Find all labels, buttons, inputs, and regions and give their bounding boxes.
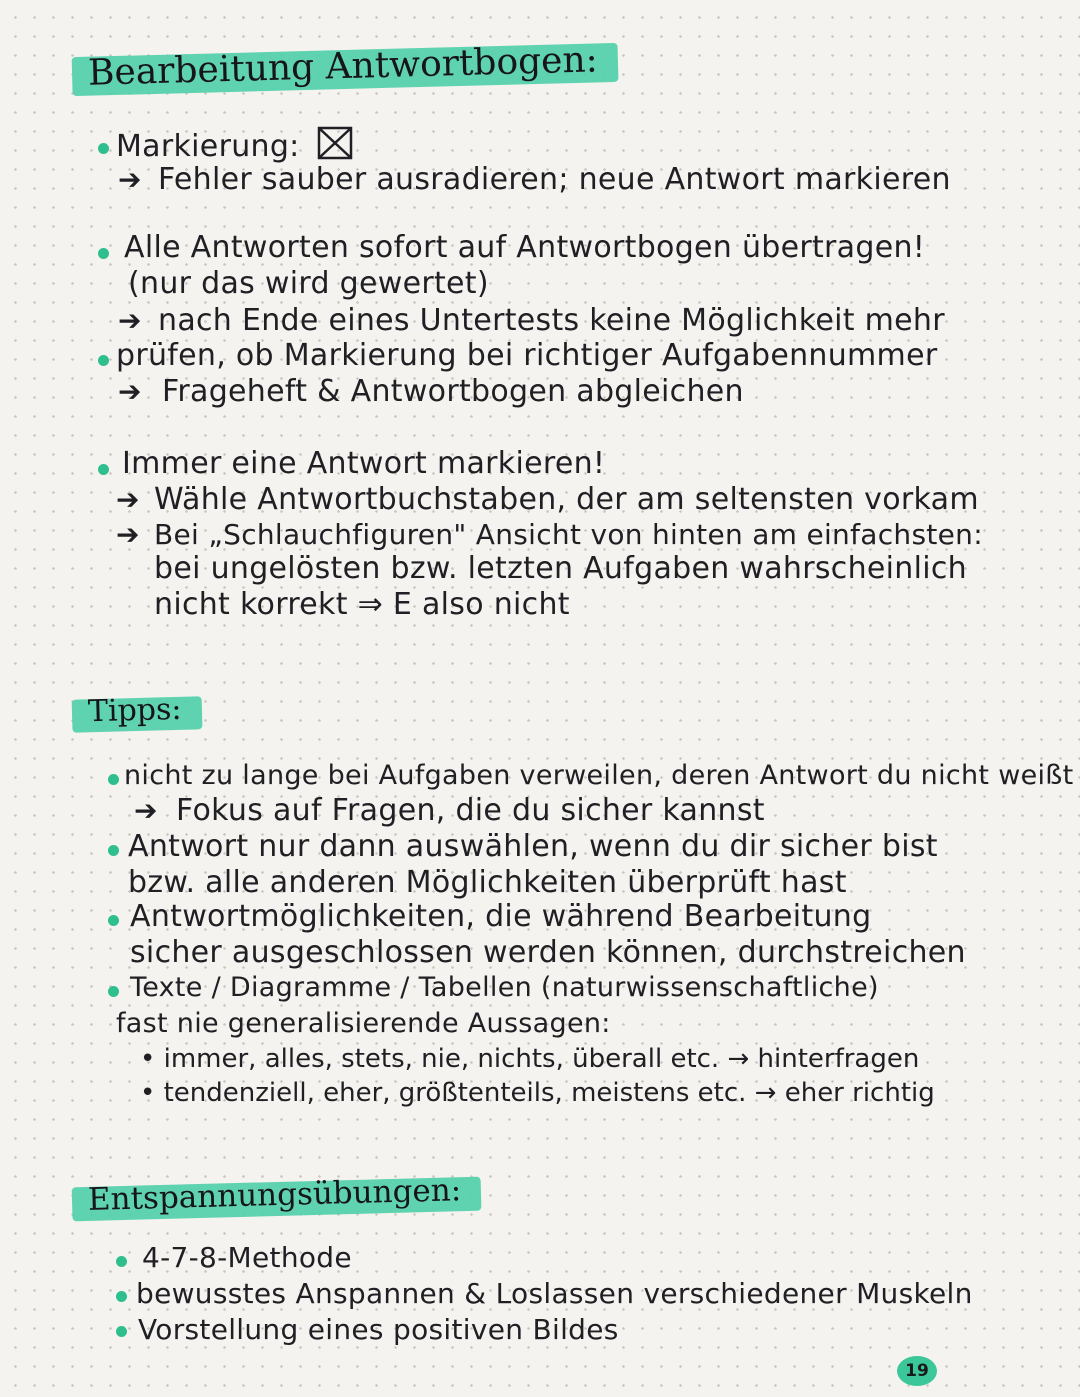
sub-tendenziell: • tendenziell, eher, größtenteils, meistens etc. → eher richtig bbox=[140, 1078, 935, 1108]
section-heading-antwortbogen: Bearbeitung Antwortbogen: bbox=[77, 37, 612, 98]
bullet-anspannen: bewusstes Anspannen & Loslassen verschiedener Muskeln bbox=[136, 1277, 973, 1310]
sub-waehle: Wähle Antwortbuchstaben, der am seltensten vorkam bbox=[154, 482, 979, 517]
bullet-antwortmoeglichkeiten: Antwortmöglichkeiten, die während Bearbeitung bbox=[130, 899, 872, 934]
bullet-antwortmoeglichkeiten-cont: sicher ausgeschlossen werden können, durchstreichen bbox=[130, 935, 966, 970]
bullet-pruefen: prüfen, ob Markierung bei richtiger Aufgabennummer bbox=[116, 338, 938, 373]
section-heading-tipps: Tipps: bbox=[77, 690, 196, 734]
arrow-icon: ➔ bbox=[118, 163, 142, 196]
sub-ungeloest: bei ungelösten bzw. letzten Aufgaben wahrscheinlich bbox=[154, 551, 967, 586]
section-heading-entspannung: Entspannungsübungen: bbox=[78, 1171, 476, 1223]
bullet-dot bbox=[108, 774, 119, 785]
bullet-antwort-nur-dann-cont: bzw. alle anderen Möglichkeiten überprüft hast bbox=[128, 865, 847, 900]
arrow-icon: ➔ bbox=[116, 518, 140, 551]
bullet-dot bbox=[98, 464, 109, 475]
bullet-dot bbox=[116, 1256, 127, 1267]
arrow-icon: ➔ bbox=[118, 304, 142, 337]
bullet-dot bbox=[98, 248, 109, 259]
bullet-dot bbox=[108, 915, 119, 926]
bullet-alle-antworten-cont: (nur das wird gewertet) bbox=[128, 266, 489, 301]
bullet-texte-diagramme-cont: fast nie generalisierende Aussagen: bbox=[116, 1008, 611, 1039]
small-bullet: • bbox=[140, 1078, 164, 1108]
bullet-dot bbox=[116, 1326, 127, 1337]
bullet-dot bbox=[108, 845, 119, 856]
bullet-dot bbox=[98, 355, 109, 366]
bullet-immer-eine: Immer eine Antwort markieren! bbox=[122, 446, 606, 481]
bullet-vorstellung: Vorstellung eines positiven Bildes bbox=[138, 1313, 619, 1346]
sub-fehler: Fehler sauber ausradieren; neue Antwort markieren bbox=[158, 162, 951, 197]
sub-nicht-korrekt: nicht korrekt ⇒ E also nicht bbox=[154, 587, 570, 622]
bullet-dot bbox=[108, 986, 119, 997]
bullet-dot bbox=[116, 1291, 127, 1302]
small-bullet: • bbox=[140, 1044, 164, 1074]
bullet-478-methode: 4-7-8-Methode bbox=[142, 1241, 352, 1274]
sub-nach-ende: nach Ende eines Untertests keine Möglichkeit mehr bbox=[158, 303, 945, 338]
arrow-icon: ➔ bbox=[116, 483, 140, 516]
bullet-texte-diagramme: Texte / Diagramme / Tabellen (naturwissenschaftliche) bbox=[130, 972, 879, 1003]
sub-immer-alles: • immer, alles, stets, nie, nichts, überall etc. → hinterfragen bbox=[140, 1044, 920, 1074]
bullet-markierung: Markierung: bbox=[116, 126, 353, 165]
page-number: 19 bbox=[897, 1356, 937, 1386]
crossed-box-icon bbox=[317, 126, 353, 160]
sub-frageheft: Frageheft & Antwortbogen abgleichen bbox=[162, 374, 744, 409]
bullet-antwort-nur-dann: Antwort nur dann auswählen, wenn du dir sicher bist bbox=[128, 829, 938, 864]
bullet-alle-antworten: Alle Antworten sofort auf Antwortbogen übertragen! bbox=[124, 230, 926, 265]
bullet-nicht-zu-lange: nicht zu lange bei Aufgaben verweilen, deren Antwort du nicht weißt bbox=[124, 760, 1074, 791]
arrow-icon: ➔ bbox=[118, 375, 142, 408]
bullet-dot bbox=[98, 143, 109, 154]
bleed-through-text bbox=[620, 58, 628, 86]
arrow-icon: ➔ bbox=[134, 794, 158, 827]
sub-fokus: Fokus auf Fragen, die du sicher kannst bbox=[176, 793, 765, 828]
sub-schlauchfiguren: Bei „Schlauchfiguren" Ansicht von hinten am einfachsten: bbox=[154, 518, 983, 551]
